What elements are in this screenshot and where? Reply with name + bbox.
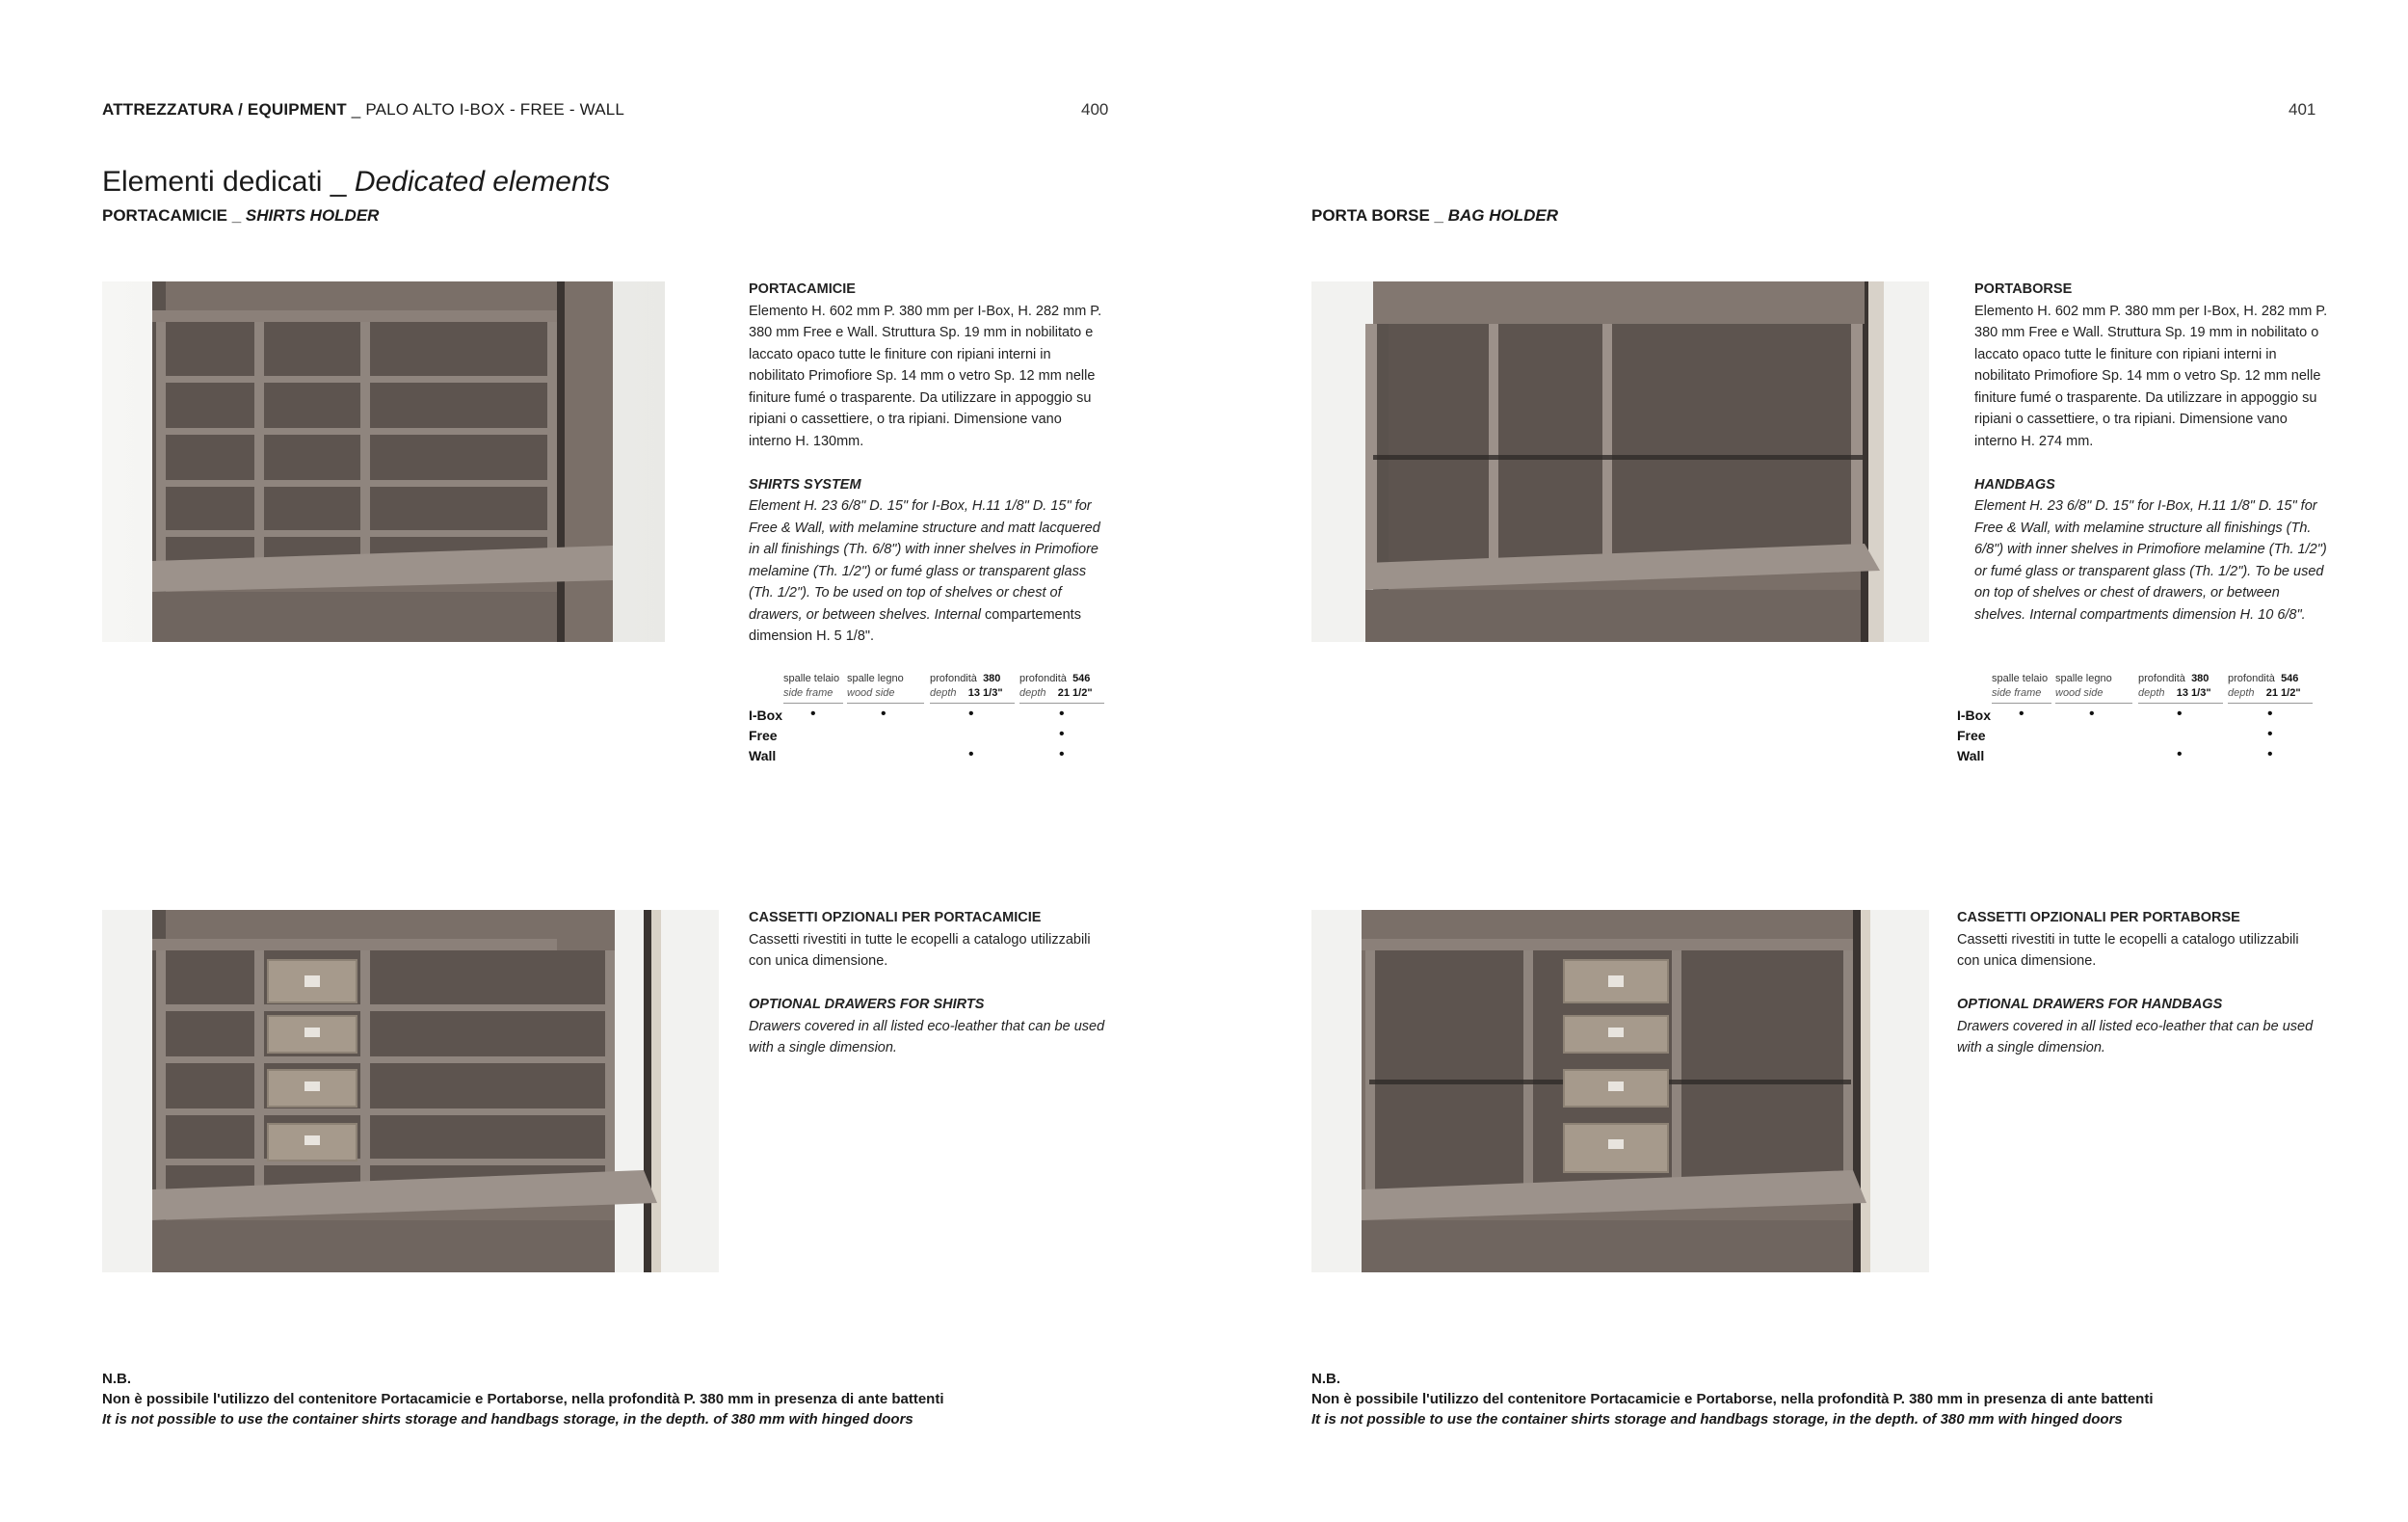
section-title-bags-it: PORTA BORSE _ [1311, 206, 1448, 225]
shirts-body-en-b: compartements dimension H. 5 1/8". [749, 606, 1081, 644]
spec-mark: • [1059, 726, 1065, 742]
shirts-description [749, 279, 1105, 648]
spec-table-shirts [749, 672, 1115, 768]
spec-col-label-it: spalle telaio [1992, 673, 2049, 684]
bags-title-it: PORTABORSE [1974, 281, 2073, 297]
spec-mark: • [2177, 706, 2183, 722]
spec-col-value-en: 21 1/2" [1057, 687, 1093, 699]
drawers-shirts-body-en: Drawers covered in all listed eco-leather that can be used with a single dimension. [749, 1018, 1105, 1055]
spec-row-free: Free [749, 728, 778, 743]
shirts-title-it: PORTACAMICIE [749, 281, 856, 297]
page-title-it: Elementi dedicati _ [102, 166, 355, 198]
spec-mark: • [2267, 726, 2273, 742]
section-title-bags [1311, 206, 1558, 226]
spec-mark: • [1059, 746, 1065, 762]
spec-col-value: 546 [2281, 673, 2299, 684]
spec-row-ibox: I-Box [749, 708, 782, 723]
drawers-shirts-body-it: Cassetti rivestiti in tutte le ecopelli a catalogo utilizzabili con unica dimensione. [749, 931, 1091, 969]
spec-mark: • [810, 706, 816, 722]
bags-title-en: HANDBAGS [1974, 476, 2055, 493]
spec-col-label-en: depth [2138, 687, 2165, 699]
running-header [102, 100, 624, 120]
spec-col-label-it: spalle legno [2055, 673, 2112, 684]
note-left [102, 1369, 969, 1429]
spec-col-label-en: wood side [847, 687, 895, 699]
spec-col-label-it: profondità [930, 673, 977, 684]
spec-col-value: 546 [1072, 673, 1091, 684]
spec-col-label-it: profondità [2228, 673, 2275, 684]
spec-mark: • [2177, 746, 2183, 762]
page-number-left: 400 [1081, 100, 1109, 119]
spec-col-depth-380 [930, 672, 1015, 704]
shirts-body-en-a: Element H. 23 6/8" D. 15" for I-Box, H.11 1/8" D. 15" for Free & Wall, with melamine structure and matt lacquered in all finishings (Th. 6/8") with inner shelves in Primofiore melamine (Th. 1/2") or fumé glass or transparent glass (Th. 1/2"). To be used on top of shelves or chest of drawers, or between shelves. Internal [749, 498, 1100, 623]
spec-mark: • [881, 706, 886, 722]
note-it: Non è possibile l'utilizzo del contenitore Portacamicie e Portaborse, nella profondità P. 380 mm in presenza di ante battenti [102, 1391, 944, 1407]
bag-holder-photo [1311, 281, 1929, 642]
note-right [1311, 1369, 2179, 1429]
section-label: ATTREZZATURA / EQUIPMENT [102, 100, 347, 119]
bags-drawers-photo [1311, 910, 1929, 1272]
section-title-shirts [102, 206, 379, 226]
spec-col-value: 380 [983, 673, 1001, 684]
section-title-shirts-en: SHIRTS HOLDER [245, 206, 380, 225]
spec-col-label-it: profondità [1019, 673, 1067, 684]
spec-mark: • [2089, 706, 2095, 722]
spec-row-wall: Wall [749, 748, 777, 763]
note-it: Non è possibile l'utilizzo del contenitore Portacamicie e Portaborse, nella profondità P. 380 mm in presenza di ante battenti [1311, 1391, 2154, 1407]
section-subtitle: _ PALO ALTO I-BOX - FREE - WALL [351, 100, 625, 119]
spec-row-free: Free [1957, 728, 1986, 743]
spec-row-wall: Wall [1957, 748, 1985, 763]
spec-col-value-en: 21 1/2" [2265, 687, 2301, 699]
spec-col-label-en: side frame [1992, 687, 2042, 699]
spec-mark: • [2267, 706, 2273, 722]
shirts-title-en: SHIRTS SYSTEM [749, 476, 861, 493]
page-title [102, 166, 610, 199]
spec-col-value-en: 13 1/3" [2176, 687, 2211, 699]
spec-mark: • [2267, 746, 2273, 762]
spec-col-value: 380 [2191, 673, 2210, 684]
drawers-bags-description [1957, 907, 2314, 1059]
shirts-holder-photo [102, 281, 665, 642]
bags-body-en: Element H. 23 6/8" D. 15" for I-Box, H.11 1/8" D. 15" for Free & Wall, with melamine structure all finishings (Th. 6/8") with inner shelves in Primofiore melamine (Th. 1/2") or fumé glass or transparent glass (Th. 1/2"). To be used on top of shelves or chest of drawers, or between shelves. Internal compartments dimension H. 10 6/8". [1974, 498, 2327, 623]
drawers-bags-title-en: OPTIONAL DRAWERS FOR HANDBAGS [1957, 997, 2223, 1012]
spec-col-wood-side [847, 672, 924, 704]
shirts-drawers-photo [102, 910, 719, 1272]
spec-col-label-en: depth [1019, 687, 1046, 699]
bags-description [1974, 279, 2333, 626]
drawers-bags-body-it: Cassetti rivestiti in tutte le ecopelli a catalogo utilizzabili con unica dimensione. [1957, 931, 2299, 969]
spec-col-label-en: depth [930, 687, 957, 699]
page-number-right: 401 [2289, 100, 2316, 119]
drawers-shirts-title-en: OPTIONAL DRAWERS FOR SHIRTS [749, 997, 985, 1012]
page-title-en: Dedicated elements [354, 166, 610, 198]
spec-col-label-it: spalle legno [847, 673, 904, 684]
spec-row-ibox: I-Box [1957, 708, 1991, 723]
section-title-bags-en: BAG HOLDER [1447, 206, 1558, 225]
spec-col-depth-546 [1019, 672, 1104, 704]
shirts-body-it: Elemento H. 602 mm P. 380 mm per I-Box, H. 282 mm P. 380 mm Free e Wall. Struttura Sp. 19 mm in nobilitato e laccato opaco tutte le finiture con ripiani interni in nobilitato Primofiore Sp. 14 mm o vetro Sp. 12 mm nelle finiture fumé o trasparente. Da utilizzare in appoggio su ripiani o cassettiere, o tra ripiani. Dimensione vano interno H. 130mm. [749, 303, 1102, 449]
spec-mark: • [968, 706, 974, 722]
drawers-shirts-title-it: CASSETTI OPZIONALI PER PORTACAMICIE [749, 910, 1042, 925]
spec-col-wood-side [2055, 672, 2132, 704]
section-title-shirts-it: PORTACAMICIE _ [102, 206, 246, 225]
drawers-bags-body-en: Drawers covered in all listed eco-leather that can be used with a single dimension. [1957, 1018, 2314, 1055]
spec-col-side-frame [1992, 672, 2051, 704]
spec-col-value-en: 13 1/3" [967, 687, 1003, 699]
spec-mark: • [2019, 706, 2024, 722]
note-en: It is not possible to use the container shirts storage and handbags storage, in the depth. of 380 mm with hinged doors [102, 1411, 913, 1428]
spec-mark: • [1059, 706, 1065, 722]
spec-mark: • [968, 746, 974, 762]
spec-col-label-en: wood side [2055, 687, 2104, 699]
note-label: N.B. [1311, 1371, 1340, 1387]
spec-col-depth-546 [2228, 672, 2313, 704]
spec-col-label-en: side frame [783, 687, 834, 699]
note-label: N.B. [102, 1371, 131, 1387]
spec-col-label-en: depth [2228, 687, 2255, 699]
spec-table-bags [1957, 672, 2323, 768]
spec-col-depth-380 [2138, 672, 2223, 704]
spec-col-label-it: spalle telaio [783, 673, 840, 684]
bags-body-it: Elemento H. 602 mm P. 380 mm per I-Box, H. 282 mm P. 380 mm Free e Wall. Struttura Sp. 19 mm in nobilitato o laccato opaco tutte le finiture con ripiani interni in nobilitato Primofiore Sp. 14 mm o vetro Sp. 12 mm nelle finiture fumé o trasparente. Da utilizzare in appoggio su ripiani o cassettiere, o tra ripiani. Dimensione vano interno H. 274 mm. [1974, 303, 2328, 449]
drawers-bags-title-it: CASSETTI OPZIONALI PER PORTABORSE [1957, 910, 2240, 925]
spec-col-side-frame [783, 672, 843, 704]
drawers-shirts-description [749, 907, 1105, 1059]
note-en: It is not possible to use the container shirts storage and handbags storage, in the depth. of 380 mm with hinged doors [1311, 1411, 2123, 1428]
spec-col-label-it: profondità [2138, 673, 2185, 684]
